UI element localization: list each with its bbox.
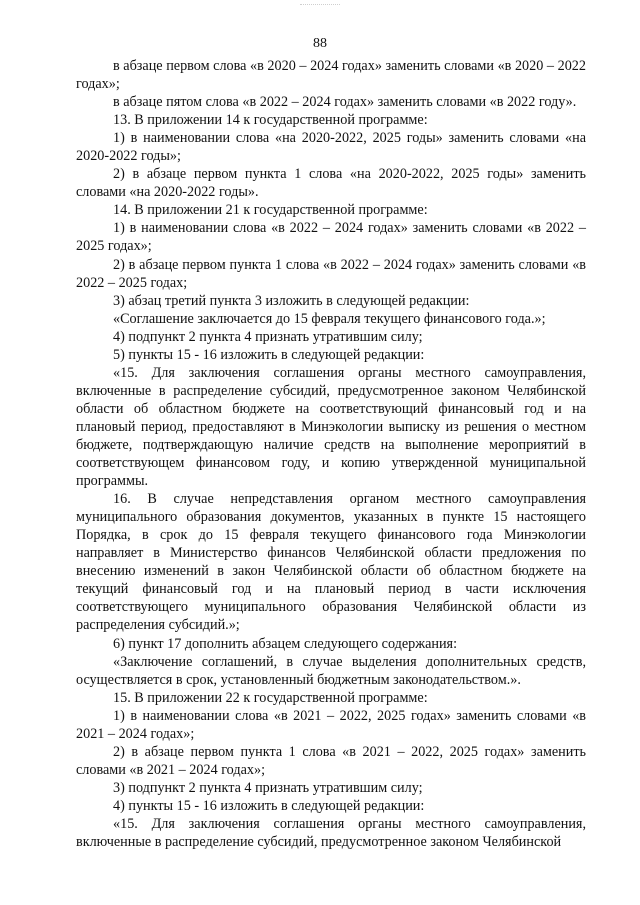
paragraph: 14. В приложении 21 к государственной программе: (113, 202, 428, 219)
paragraph: 15. В приложении 22 к государственной программе: (113, 689, 428, 706)
paragraph: 1) в наименовании слова «на 2020-2022, 2025 годы» заменить словами «на 2020-2022 годы»; (76, 130, 586, 165)
paragraph: 4) пункты 15 - 16 изложить в следующей редакции: (113, 797, 425, 814)
paragraph: 1) в наименовании слова «в 2021 – 2022, 2025 годах» заменить словами «в 2021 – 2024 годах»; (76, 707, 586, 742)
paragraph: 13. В приложении 14 к государственной программе: (113, 112, 428, 129)
scan-artifact (300, 4, 340, 7)
paragraph: 4) подпункт 2 пункта 4 признать утратившим силу; (113, 328, 423, 345)
paragraph: 2) в абзаце первом пункта 1 слова «в 2022 – 2024 годах» заменить словами «в 2022 – 2025 годах; (76, 256, 586, 291)
paragraph: 3) абзац третий пункта 3 изложить в следующей редакции: (113, 292, 470, 309)
paragraph: «15. Для заключения соглашения органы местного самоуправления, включенные в распределение субсидий, предусмотренное законом Челябинской области об областном бюджете на соответствующий финансовый год и на плановый период, предоставляют в Минэкологии выписку из решения о местном бюджете, подтверждающую наличие средств на выполнение мероприятий в соответствующем финансовом году, и копию утвержденной муниципальной программы. (76, 364, 586, 490)
paragraph: «Соглашение заключается до 15 февраля текущего финансового года.»; (113, 310, 546, 327)
document-body (76, 57, 586, 851)
paragraph: 16. В случае непредставления органом местного самоуправления муниципального образования документов, указанных в пункте 15 настоящего Порядка, в срок до 15 февраля текущего финансового года Минэкологии направляет в Министерство финансов Челябинской области предложения по внесению изменений в закон Челябинской области об областном бюджете на текущий финансовый год и на плановый период в части исключения соответствующего муниципального образования Челябинской области из распределения субсидий.»; (76, 491, 586, 634)
paragraph: 2) в абзаце первом пункта 1 слова «на 2020-2022, 2025 годы» заменить словами «на 2020-2022 годы». (76, 166, 586, 201)
paragraph: в абзаце первом слова «в 2020 – 2024 годах» заменить словами «в 2020 – 2022 годах»; (76, 58, 586, 93)
page-number: 88 (313, 36, 327, 51)
paragraph: 1) в наименовании слова «в 2022 – 2024 годах» заменить словами «в 2022 – 2025 годах»; (76, 220, 586, 255)
paragraph: 3) подпункт 2 пункта 4 признать утратившим силу; (113, 779, 423, 796)
paragraph: «Заключение соглашений, в случае выделения дополнительных средств, осуществляется в срок, установленный бюджетным законодательством.». (76, 653, 586, 688)
paragraph: «15. Для заключения соглашения органы местного самоуправления, включенные в распределение субсидий, предусмотренное законом Челябинской (76, 815, 586, 851)
paragraph: в абзаце пятом слова «в 2022 – 2024 годах» заменить словами «в 2022 году». (113, 94, 577, 111)
paragraph: 5) пункты 15 - 16 изложить в следующей редакции: (113, 346, 425, 363)
paragraph: 2) в абзаце первом пункта 1 слова «в 2021 – 2022, 2025 годах» заменить словами «в 2021 – 2024 годах»; (76, 743, 586, 778)
paragraph: 6) пункт 17 дополнить абзацем следующего содержания: (113, 635, 458, 652)
